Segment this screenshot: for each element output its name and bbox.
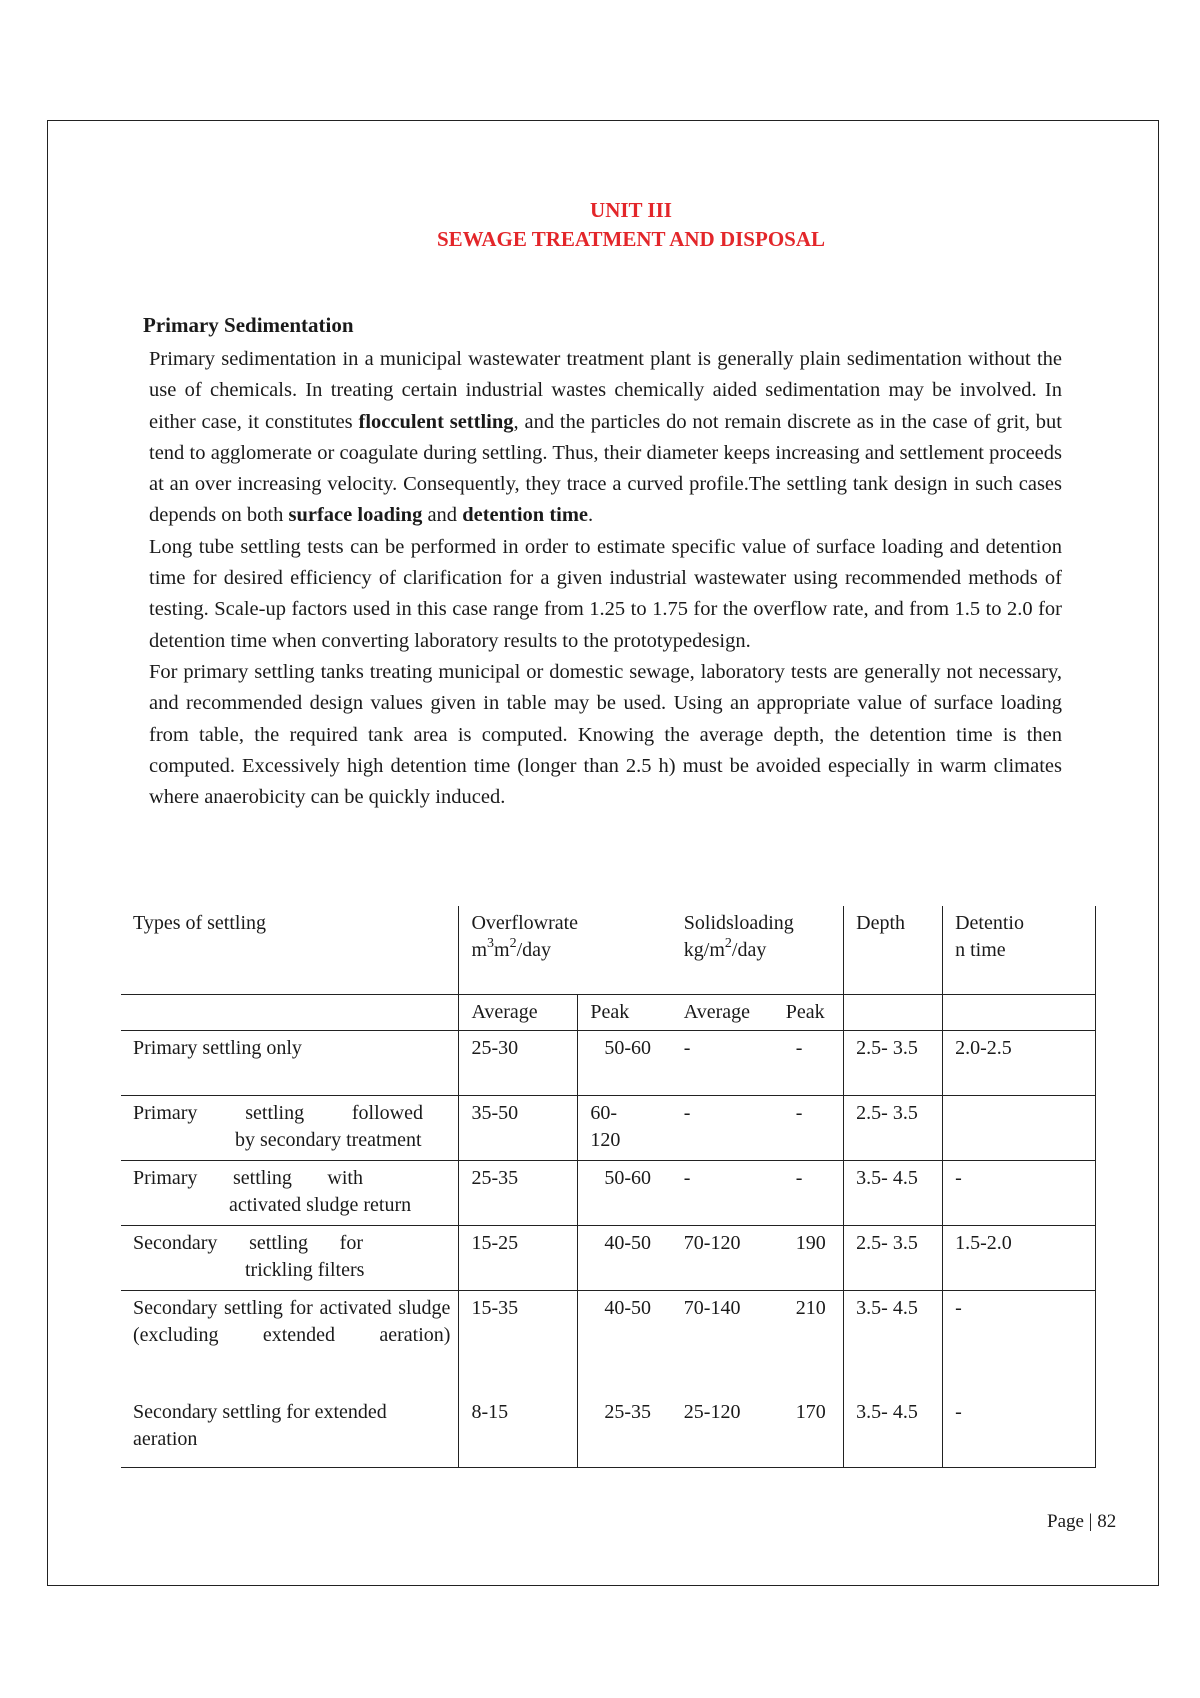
cell-overflow-peak-value: 60- 120 — [590, 1102, 621, 1151]
unit-title: SEWAGE TREATMENT AND DISPOSAL — [436, 227, 826, 251]
header-types: Types of settling — [121, 906, 459, 995]
cell-type-line1: Primary settling with — [133, 1167, 363, 1189]
cell-overflow-average: 15-35 — [459, 1291, 578, 1396]
table-row — [121, 1226, 1096, 1291]
unit-text: m — [494, 939, 510, 961]
text-run: , and the particles do not remain discrete as in the case of grit, but tend to agglomerate or coagulate during settling. Thus, their diameter keeps increasing and settlement proceeds at an over increasing velocity. Consequently, they trace a curved profile.The settling tank design in such cases depends on both — [149, 410, 1063, 527]
cell-overflow-average: 25-30 — [459, 1031, 578, 1096]
cell-overflow-peak: 40-50 — [604, 1297, 652, 1319]
cell-solids-average: - — [683, 1167, 691, 1189]
cell-type-line2: by secondary treatment — [235, 1129, 422, 1151]
cell-type-text: Secondary settling for activated sludge (excluding extended aeration) — [133, 1297, 451, 1346]
cell-type: Secondary settling for extended aeration — [121, 1395, 459, 1468]
cell-overflow-peak: 50-60 — [604, 1167, 652, 1189]
section-title: Primary Sedimentation — [143, 313, 354, 337]
cell-overflow-peak: 50-60 — [604, 1037, 652, 1059]
cell-type — [121, 1096, 459, 1161]
cell-solids-peak: - — [784, 1031, 844, 1096]
unit-text: /day — [731, 939, 767, 961]
unit-sup: 3 — [487, 936, 494, 952]
cell-overflow-average: 25-35 — [459, 1161, 578, 1226]
cell-type: Primary settling only — [121, 1031, 459, 1096]
cell-solids-peak: - — [784, 1096, 844, 1161]
cell-type — [121, 1226, 459, 1291]
cell-depth: 2.5- 3.5 — [844, 1096, 943, 1161]
cell-detention: 1.5-2.0 — [943, 1226, 1096, 1291]
cell-overflow-peak — [578, 1096, 672, 1161]
table-row — [121, 1161, 1096, 1226]
cell-solids-peak: - — [784, 1161, 844, 1226]
cell-solids-average: - — [683, 1037, 691, 1059]
table-header-row — [121, 906, 1096, 995]
body-text — [149, 344, 1062, 813]
cell-depth: 3.5- 4.5 — [844, 1291, 943, 1396]
header-solids — [672, 906, 844, 995]
header-overflow — [459, 906, 672, 995]
bold-term: surface loading — [288, 504, 423, 527]
table-row — [121, 1395, 1096, 1468]
cell-overflow-peak: 25-35 — [604, 1401, 652, 1423]
cell-type-line2: trickling filters — [245, 1259, 365, 1281]
paragraph-1 — [149, 344, 1062, 532]
text-run: . — [588, 504, 594, 527]
settling-design-table — [121, 906, 1096, 1468]
header-detention-line2: n time — [955, 939, 1006, 961]
header-detention — [943, 906, 1096, 995]
cell-depth: 2.5- 3.5 — [844, 1226, 943, 1291]
cell-solids-peak: 190 — [784, 1226, 844, 1291]
cell-depth: 2.5- 3.5 — [844, 1031, 943, 1096]
unit-sup: 2 — [724, 936, 732, 952]
cell-solids-average: - — [683, 1102, 691, 1124]
cell-solids-average: 70-120 — [683, 1232, 741, 1254]
page-number: Page | 82 — [1047, 1511, 1117, 1532]
header-detention-line1: Detentio — [955, 912, 1024, 934]
cell-detention: - — [943, 1395, 1096, 1468]
bold-term: flocculent settling — [358, 410, 514, 433]
subheader-peak: Peak — [590, 1001, 630, 1023]
unit-heading — [0, 196, 1200, 254]
cell-overflow-average: 8-15 — [459, 1395, 578, 1468]
subheader-blank — [121, 995, 459, 1031]
cell-type — [121, 1291, 459, 1396]
table-row — [121, 1096, 1096, 1161]
paragraph-3: For primary settling tanks treating municipal or domestic sewage, laboratory tests are generally not necessary, and recommended design values given in table may be used. Using an appropriate value of surface loading from table, the required tank area is computed. Knowing the average depth, the detention time is then computed. Excessively high detention time (longer than 2.5 h) must be avoided especially in warm climates where anaerobicity can be quickly induced. — [149, 660, 1062, 809]
cell-solids-peak: 170 — [784, 1395, 844, 1468]
unit-text: kg/m — [683, 939, 725, 961]
subheader-average: Average — [459, 995, 578, 1031]
cell-detention: - — [943, 1161, 1096, 1226]
cell-type-line1: Secondary settling for — [133, 1232, 363, 1254]
paragraph-2: Long tube settling tests can be performed in order to estimate specific value of surface loading and detention time for desired efficiency of clarification for a given industrial wastewater using recommended methods of testing. Scale-up factors used in this case range from 1.25 to 1.75 for the overflow rate, and from 1.5 to 2.0 for detention time when converting laboratory results to the prototypedesign. — [149, 535, 1062, 652]
cell-type-line1: Primary settling followed — [133, 1102, 423, 1124]
text-run: Primary sedimentation in a municipal wastewater treatment plant is generally plain sedimentation without the use of chemicals. In treating certain industrial wastes chemically aided sedimentation may be involved. In either case, it constitutes — [149, 348, 1062, 433]
cell-overflow-average: 15-25 — [459, 1226, 578, 1291]
cell-detention: - — [943, 1291, 1096, 1396]
header-depth: Depth — [844, 906, 943, 995]
subheader-blank — [844, 995, 943, 1031]
cell-detention: 2.0-2.5 — [943, 1031, 1096, 1096]
subheader-peak: Peak — [784, 995, 844, 1031]
cell-type-line2: activated sludge return — [229, 1194, 412, 1216]
table-subheader-row — [121, 995, 1096, 1031]
subheader-blank — [943, 995, 1096, 1031]
cell-solids-average: 25-120 — [683, 1401, 741, 1423]
header-solids-label: Solidsloading — [683, 912, 794, 934]
cell-overflow-peak: 40-50 — [604, 1232, 652, 1254]
cell-solids-peak: 210 — [784, 1291, 844, 1396]
unit-text: /day — [516, 939, 551, 961]
table-row — [121, 1291, 1096, 1396]
unit-text: m — [471, 939, 487, 961]
cell-depth: 3.5- 4.5 — [844, 1395, 943, 1468]
bold-term: detention time — [462, 504, 589, 527]
cell-overflow-average: 35-50 — [459, 1096, 578, 1161]
subheader-average: Average — [683, 1001, 751, 1023]
cell-detention — [943, 1096, 1096, 1161]
text-run: and — [422, 504, 463, 527]
header-overflow-label: Overflowrate — [471, 912, 579, 934]
cell-solids-average: 70-140 — [683, 1297, 741, 1319]
cell-depth: 3.5- 4.5 — [844, 1161, 943, 1226]
cell-type — [121, 1161, 459, 1226]
unit-sup: 2 — [509, 936, 517, 952]
table-row — [121, 1031, 1096, 1096]
unit-number: UNIT III — [590, 198, 672, 222]
